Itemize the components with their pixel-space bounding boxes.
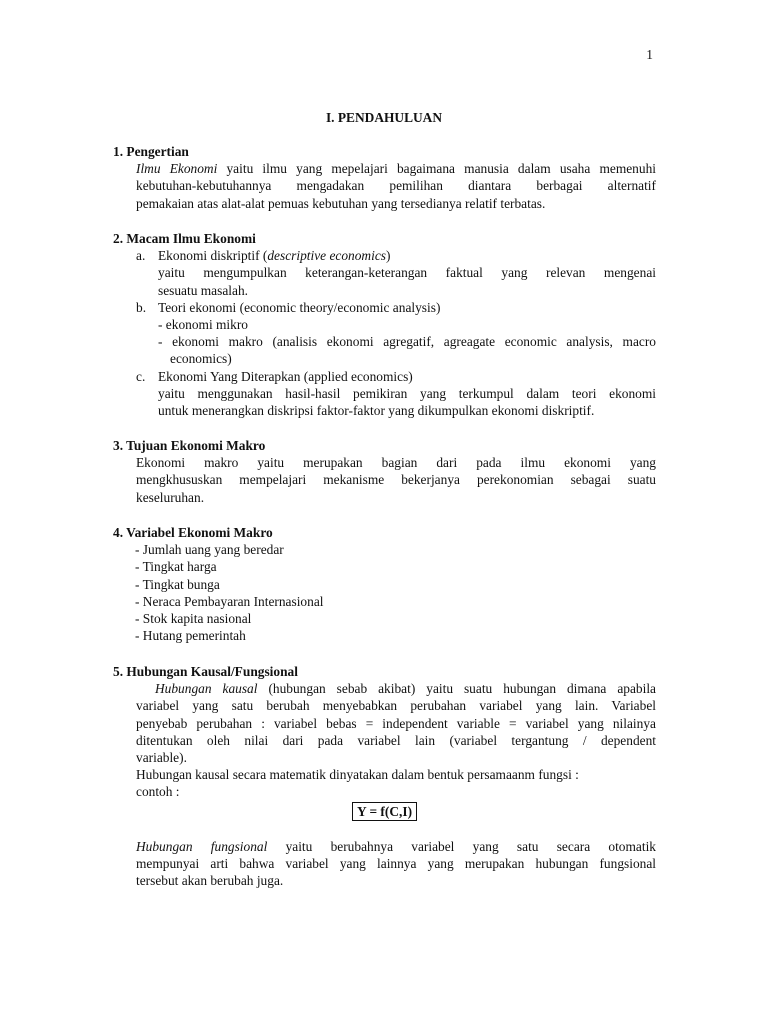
section-heading: 5. Hubungan Kausal/Fungsional (113, 664, 298, 679)
sub-item-continued: economics) (170, 351, 232, 367)
list-item: - Neraca Pembayaran Internasional (135, 593, 324, 609)
text-span: yaitu ilmu yang mepelajari bagaimana manusia dalam usaha memenuhi (226, 161, 656, 177)
chapter-title: I. PENDAHULUAN (325, 110, 443, 125)
text-span: ) (385, 248, 391, 264)
list-item-b (113, 299, 656, 316)
section-variabel-ekonomi-makro (113, 524, 656, 644)
paragraph-line: pemakaian atas alat-alat pemuas kebutuhan yang tersedianya relatif terbatas. (136, 195, 546, 211)
section-hubungan-kausal-fungsional (113, 663, 656, 889)
paragraph-line: yaitu menggunakan hasil-hasil pemikiran yang terkumpul dalam teori ekonomi (158, 385, 656, 401)
italic-term: Hubungan fungsional (136, 838, 268, 854)
paragraph-line: sesuatu masalah. (158, 282, 248, 298)
list-item: - Hutang pemerintah (135, 628, 246, 644)
page-number: 1 (646, 47, 653, 62)
section-heading: 1. Pengertian (113, 144, 189, 159)
list-label: Teori ekonomi (economic theory/economic analysis) (158, 299, 441, 315)
paragraph-line: contoh : (136, 784, 180, 800)
list-label (158, 247, 656, 264)
formula-row (113, 802, 656, 821)
sub-item: - ekonomi makro (analisis ekonomi agregatif, agreagate economic analysis, macro (158, 334, 656, 350)
list-marker: b. (136, 299, 147, 315)
section-heading: 2. Macam Ilmu Ekonomi (113, 231, 256, 246)
paragraph-line: Hubungan kausal secara matematik dinyatakan dalam bentuk persamaanm fungsi : (136, 767, 579, 783)
paragraph-line (136, 838, 656, 855)
section-heading: 3. Tujuan Ekonomi Makro (113, 438, 266, 453)
section-macam-ilmu-ekonomi (113, 230, 656, 419)
list-marker: a. (136, 248, 146, 264)
italic-term: Hubungan kausal (155, 681, 258, 697)
paragraph-line: mempunyai arti bahwa variabel yang lainnya yang merupakan hubungan fungsional (136, 855, 656, 871)
paragraph-line: penyebab perubahan : variabel bebas = independent variable = variabel yang nilainya (136, 715, 656, 731)
italic-term: descriptive economics (267, 248, 386, 264)
paragraph-line: yaitu mengumpulkan keterangan-keterangan faktual yang relevan mengenai (158, 265, 656, 281)
paragraph-line: Ekonomi makro yaitu merupakan bagian dari pada ilmu ekonomi yang (136, 455, 656, 471)
paragraph-line: tersebut akan berubah juga. (136, 873, 284, 889)
paragraph-line: mengkhususkan mempelajari mekanisme bekerjanya perekonomian sebagai suatu (136, 472, 656, 488)
list-item-a (113, 247, 656, 264)
paragraph-line: keseluruhan. (136, 489, 205, 505)
paragraph-line: variabel yang satu berubah menyebabkan perubahan variabel yang lain. Variabel (136, 698, 656, 714)
text-span: yaitu berubahnya variabel yang satu secara otomatik (285, 838, 657, 854)
list-item: - Tingkat harga (135, 559, 217, 575)
formula-box: Y = f(C,I) (352, 802, 417, 821)
text-span: Ekonomi diskriptif ( (158, 248, 268, 264)
list-item: - Tingkat bunga (135, 576, 220, 592)
section-heading: 4. Variabel Ekonomi Makro (113, 525, 273, 540)
paragraph-line: untuk menerangkan diskripsi faktor-faktor yang dikumpulkan ekonomi diskriptif. (158, 403, 595, 419)
spacer (113, 821, 656, 838)
sub-item: - ekonomi mikro (158, 317, 249, 333)
section-tujuan-ekonomi-makro (113, 437, 656, 506)
list-label: Ekonomi Yang Diterapkan (applied economics) (158, 368, 413, 384)
list-item: - Stok kapita nasional (135, 611, 252, 627)
italic-term: Ilmu Ekonomi (136, 161, 218, 177)
text-span: (hubungan sebab akibat) yaitu suatu hubungan dimana apabila (268, 681, 656, 697)
section-pengertian (113, 143, 656, 212)
list-marker: c. (136, 368, 146, 384)
paragraph-line (136, 680, 656, 697)
paragraph-line: kebutuhan-kebutuhannya mengadakan pemilihan diantara berbagai alternatif (136, 178, 656, 194)
list-item: - Jumlah uang yang beredar (135, 542, 284, 558)
list-item-c (113, 368, 656, 385)
paragraph-line: variable). (136, 750, 187, 766)
paragraph-line: ditentukan oleh nilai dari pada variabel lain (variabel tergantung / dependent (136, 732, 656, 748)
paragraph-line (136, 160, 656, 177)
